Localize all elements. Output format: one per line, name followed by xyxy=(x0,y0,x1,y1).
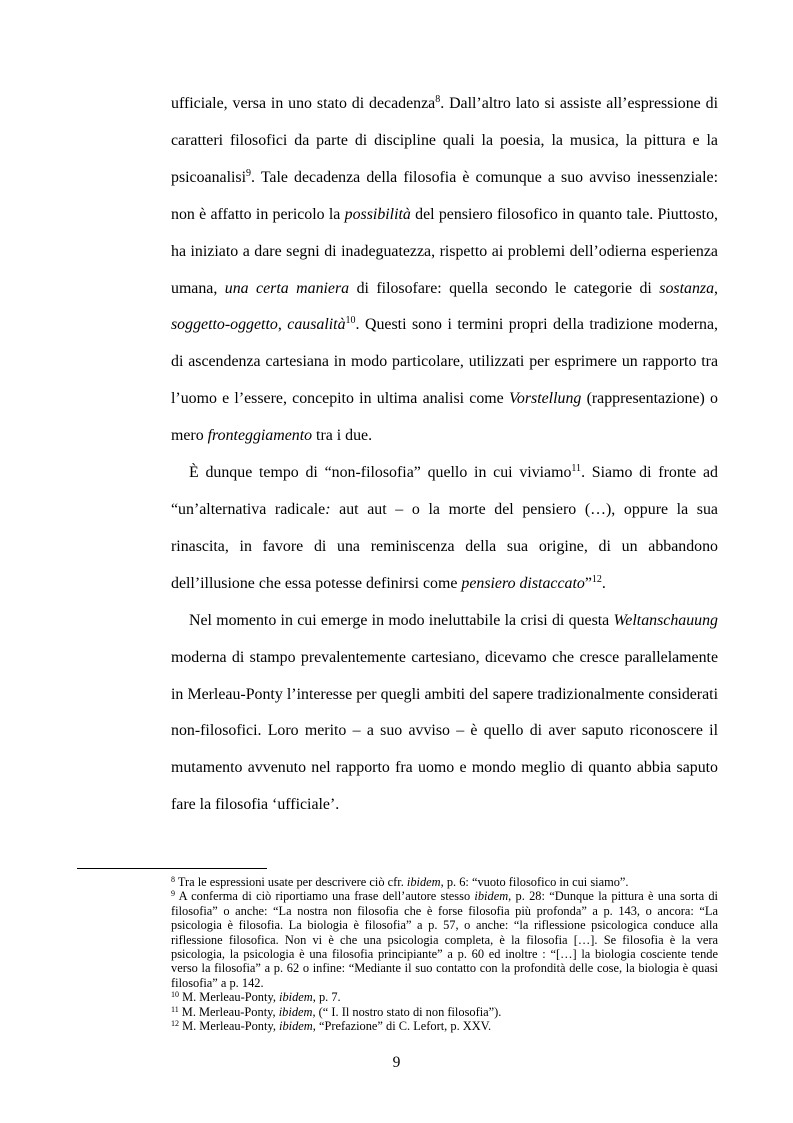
text-run: moderna di stampo prevalentemente cartesiano, dicevamo che cresce parallelamente in Merleau-Ponty l’interesse per quegli ambiti del sapere tradizionalmente considerati non-filosofici. Loro merito – a suo avviso – è quello di aver saputo riconoscere il mutamento avvenuto nel rapporto fra uomo e mondo meglio di quanto abbia saputo fare la filosofia ‘ufficiale’. xyxy=(171,648,718,814)
text-run: A conferma di ciò riportiamo una frase dell’autore stesso xyxy=(175,889,475,904)
text-run: ” xyxy=(584,574,592,592)
italic-text: una certa maniera xyxy=(224,279,350,297)
text-run: , p. 6: “vuoto filosofico in cui siamo”. xyxy=(440,875,629,889)
italic-text: fronteggiamento xyxy=(207,427,313,445)
text-run: M. Merleau-Ponty, xyxy=(179,990,280,1005)
footnote-reference: 10 xyxy=(345,315,356,327)
text-run: , xyxy=(714,279,718,297)
text-run: (rappresentazione) o mero xyxy=(171,390,718,445)
italic-text: causalità xyxy=(287,316,346,334)
italic-text: ibidem xyxy=(278,1004,313,1019)
italic-text: soggetto-oggetto xyxy=(171,316,278,334)
footnote-reference: 9 xyxy=(171,889,175,899)
footnote-reference: 9 xyxy=(246,167,252,179)
footnote-reference: 11 xyxy=(571,463,582,475)
italic-text: possibilità xyxy=(344,205,411,223)
text-run: Tra le espressioni usate per descrivere ciò cfr. xyxy=(175,875,407,889)
paragraph xyxy=(171,455,718,603)
text-run: . Dall’altro lato si assiste all’espressione di caratteri filosofici da parte di discipline quali la poesia, la musica, la pittura e la psicoanalisi xyxy=(171,95,718,186)
text-run: . Questi sono i termini propri della tradizione moderna, di ascendenza cartesiana in modo particolare, utilizzati per esprimere un rapporto tra l’uomo e l’essere, concepito in ultima analisi come xyxy=(171,316,719,408)
footnote xyxy=(171,875,718,889)
text-run: . Siamo di fronte ad “un’alternativa radicale xyxy=(171,464,718,518)
footnote xyxy=(171,1005,718,1019)
text-run: M. Merleau-Ponty, xyxy=(178,1004,279,1019)
footnote-reference: 12 xyxy=(171,1019,179,1029)
footnotes xyxy=(171,875,718,1033)
italic-text: ibidem xyxy=(406,875,441,889)
paragraph xyxy=(171,603,718,824)
text-run: , p. 7. xyxy=(312,990,341,1005)
page-number: 9 xyxy=(392,1054,401,1071)
footnote xyxy=(171,990,718,1004)
italic-text: Weltanschauung xyxy=(613,611,718,629)
text-run: di filosofare: quella secondo le categorie di xyxy=(349,279,660,297)
italic-text: ibidem xyxy=(279,990,313,1005)
italic-text: : xyxy=(325,500,331,518)
footnote-reference: 8 xyxy=(435,94,441,105)
text-run: , p. 28: “Dunque la pittura è una sorta di filosofia” o anche: “La nostra non filosofia che è forse filosofia più profonda” a p. 143, o ancora: “La psicologia è filosofia. La biologia è filosofia” a p. 57, o anche: “la riflessione psicologica conduce alla riflessione filosofica. Non vi è che una psicologia completa, è la filosofia […]. Se filosofia è la vera psicologia, la psicologia è una filosofia principiante” a p. 60 ed inoltre : “[…] la biologia cosciente tende verso la filosofia” a p. 62 o infine: “Mediante il suo contatto con la profondità delle cose, la biologia è quasi filosofia” a p. 142. xyxy=(171,889,718,990)
text-run: tra i due. xyxy=(312,427,373,445)
paragraph xyxy=(171,86,718,455)
footnote xyxy=(171,889,718,990)
text-run: , “Prefazione” di C. Lefort, p. XXV. xyxy=(312,1019,492,1034)
italic-text: Vorstellung xyxy=(508,390,582,408)
text-run: del pensiero filosofico in quanto tale. Piuttosto, ha iniziato a dare segni di inadeguatezza, rispetto ai problemi dell’odierna esperienza umana, xyxy=(171,205,718,297)
text-run: M. Merleau-Ponty, xyxy=(179,1019,280,1034)
text-run: , xyxy=(277,316,288,334)
italic-text: pensiero distaccato xyxy=(461,574,585,592)
italic-text: ibidem xyxy=(279,1019,313,1034)
footnote-reference: 12 xyxy=(591,573,602,585)
text-run: È dunque tempo di “non-filosofia” quello in cui viviamo xyxy=(189,464,572,482)
text-run: . xyxy=(601,574,606,592)
text-run: ufficiale, versa in uno stato di decadenza xyxy=(171,95,436,112)
footnote-reference: 10 xyxy=(171,990,179,1000)
text-run: Nel momento in cui emerge in modo ineluttabile la crisi di questa xyxy=(189,611,614,629)
italic-text: ibidem xyxy=(474,889,509,904)
footnote-separator xyxy=(77,868,267,869)
body-text xyxy=(171,86,718,824)
text-run: . Tale decadenza della filosofia è comunque a suo avviso inessenziale: non è affatto in pericolo la xyxy=(171,168,718,223)
text-run: , (“ I. Il nostro stato di non filosofia”). xyxy=(312,1004,502,1019)
footnote xyxy=(171,1019,718,1033)
text-run: aut aut – o la morte del pensiero (…), oppure la sua rinascita, in favore di una reminiscenza della sua origine, di un abbandono dell’illusione che essa potesse definirsi come xyxy=(171,500,718,592)
italic-text: sostanza xyxy=(659,279,715,297)
footnote-reference: 11 xyxy=(171,1004,179,1014)
footnote-reference: 8 xyxy=(171,875,175,884)
